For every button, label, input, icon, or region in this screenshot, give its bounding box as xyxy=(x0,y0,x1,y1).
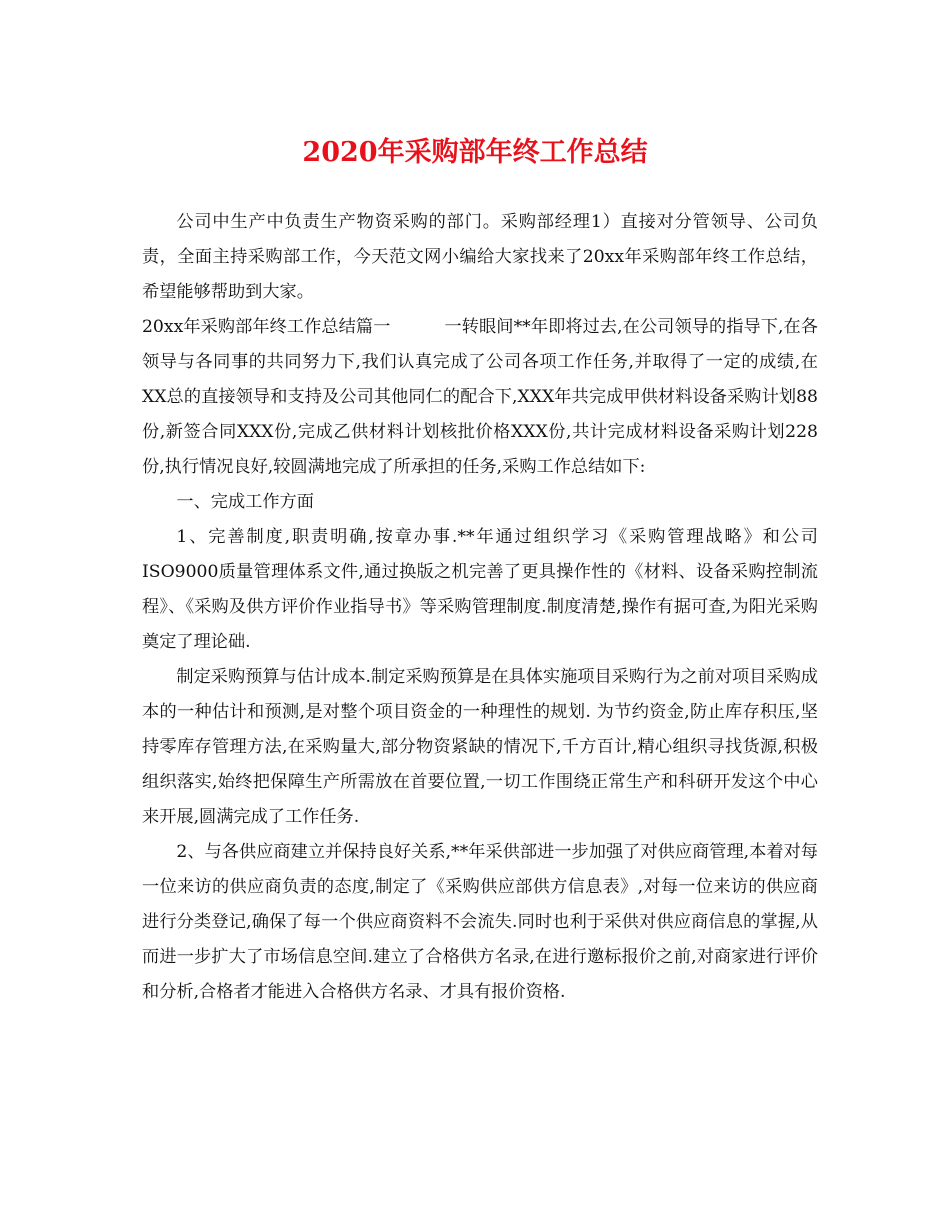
paragraph-subheading-completed-work: 一、完成工作方面 xyxy=(176,492,314,512)
paragraph-item-2: 2、与各供应商建立并保持良好关系,**年采供部进一步加强了对供应商管理,本着对每一位来访的供应商负责的态度,制定了《采购供应部供方信息表》,对每一位来访的供应商进行分类登记,确保了每一个供应商资料不会流失.同时也利于采供对供应商信息的掌握,从而进一步扩大了市场信息空间.建立了合格供方名录,在进行邀标报价之前,对商家进行评价和分析,合格者才能进入合格供方名录、才具有报价资格. xyxy=(142,842,818,1002)
paragraph-item-1: 1、完善制度,职责明确,按章办事.**年通过组织学习《采购管理战略》和公司ISO9000质量管理体系文件,通过换版之机完善了更具操作性的《材料、设备采购控制流程》、《采购及供方评价作业指导书》等采购管理制度.制度清楚,操作有据可查,为阳光采购奠定了理论础. xyxy=(142,527,818,652)
section-heading: 20xx年采购部年终工作总结篇一 xyxy=(142,317,391,337)
document-body xyxy=(142,205,818,1010)
paragraph-budget: 制定采购预算与估计成本.制定采购预算是在具体实施项目采购行为之前对项目采购成本的一种估计和预测,是对整个项目资金的一种理性的规划. 为节约资金,防止库存积压,坚持零库存管理方法,在采购量大,部分物资紧缺的情况下,千方百计,精心组织寻找货源,积极组织落实,始终把保障生产所需放在首要位置,一切工作围绕正常生产和科研开发这个中心来开展,圆满完成了工作任务. xyxy=(142,667,818,827)
paragraph-intro: 公司中生产中负责生产物资采购的部门。采购部经理1）直接对分管领导、公司负责，全面主持采购部工作，今天范文网小编给大家找来了20xx年采购部年终工作总结，希望能够帮助到大家。 xyxy=(142,212,818,302)
document-title: 2020年采购部年终工作总结 xyxy=(302,137,648,168)
section-one-text: 一转眼间**年即将过去,在公司领导的指导下,在各领导与各同事的共同努力下,我们认真完成了公司各项工作任务,并取得了一定的成绩,在XX总的直接领导和支持及公司其他同仁的配合下,XXX年共完成甲供材料设备采购计划88份,新签合同XXX份,完成乙供材料计划核批价格XXX份,共计完成材料设备采购计划228份,执行情况良好,较圆满地完成了所承担的任务,采购工作总结如下: xyxy=(142,317,818,477)
paragraph-section-one xyxy=(142,310,818,485)
